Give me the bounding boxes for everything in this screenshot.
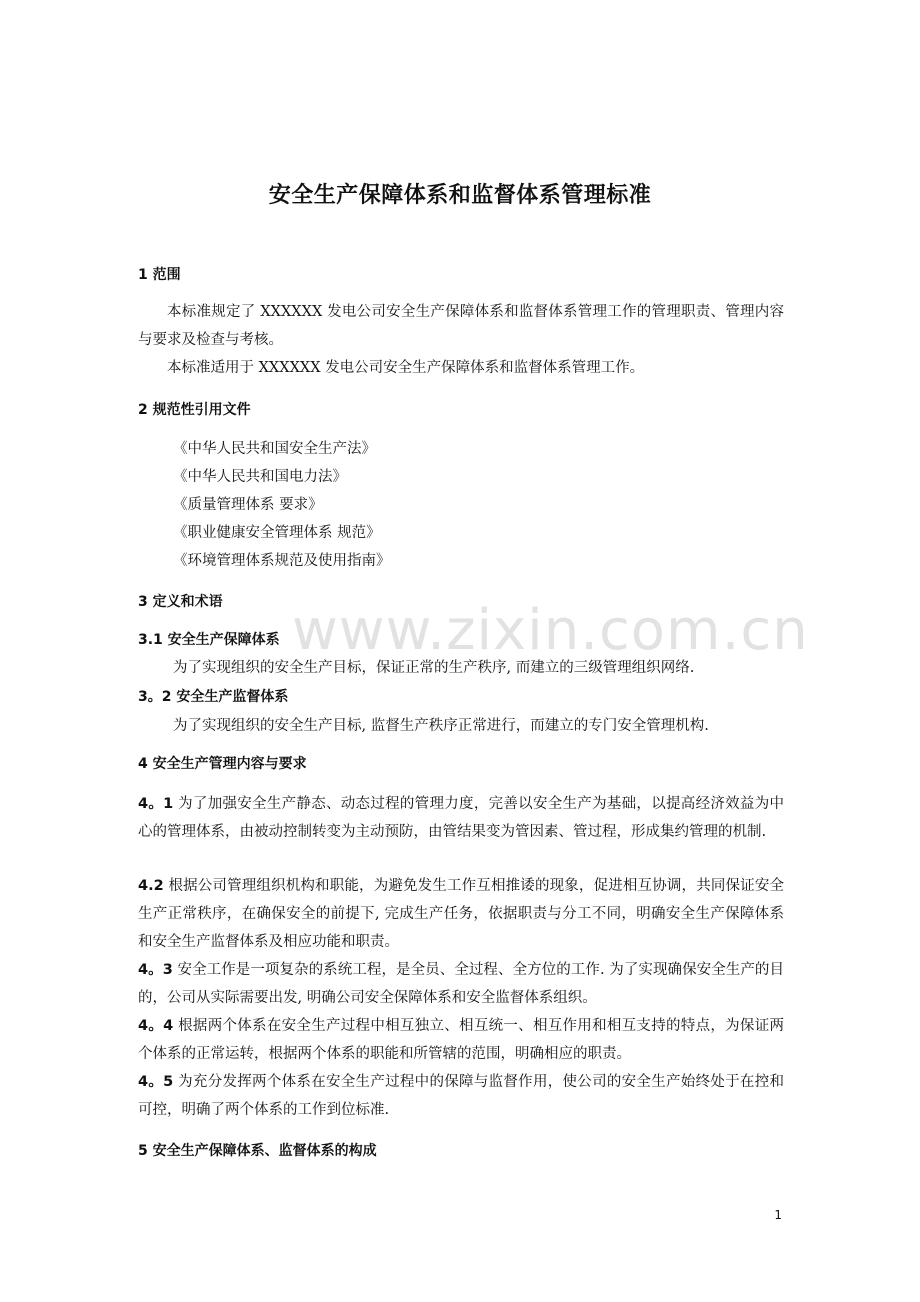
section-3-1-text: 为了实现组织的安全生产目标，保证正常的生产秩序, 而建立的三级管理组织网络.	[173, 660, 695, 676]
clause-text: 为了加强安全生产静态、动态过程的管理力度，完善以安全生产为基础，以提高经济效益为中心的管理体系，由被动控制转变为主动预防，由管结果变为管因素、管过程，形成集约管理的机制.	[138, 796, 784, 840]
section-3-1-heading: 3.1 安全生产保障体系	[138, 632, 280, 648]
section-2-heading: 2 规范性引用文件	[138, 402, 251, 418]
page-number: 1	[774, 1208, 782, 1222]
section-1-paragraph-1: 本标准规定了 XXXXXX 发电公司安全生产保障体系和监督体系管理工作的管理职责、管理内容与要求及检查与考核。	[138, 304, 784, 348]
section-4-2-paragraph	[138, 872, 784, 956]
section-4-4-paragraph	[138, 1012, 784, 1068]
section-5-heading: 5 安全生产保障体系、监督体系的构成	[138, 1143, 377, 1159]
clause-text: 根据两个体系在安全生产过程中相互独立、相互统一、相互作用和相互支持的特点，为保证两个体系的正常运转，根据两个体系的职能和所管辖的范围，明确相应的职责。	[138, 1018, 784, 1062]
section-3-heading: 3 定义和术语	[138, 594, 223, 610]
clause-number: 4。5	[138, 1074, 174, 1090]
clause-text: 根据公司管理组织机构和职能，为避免发生工作互相推诿的现象，促进相互协调，共同保证安全生产正常秩序，在确保安全的前提下, 完成生产任务，依据职责与分工不同，明确安全生产保障体系和安全生产监督体系及相应功能和职责。	[138, 878, 784, 950]
section-1-heading: 1 范围	[138, 267, 181, 283]
clause-text: 安全工作是一项复杂的系统工程，是全员、全过程、全方位的工作. 为了实现确保安全生产的目的，公司从实际需要出发, 明确公司安全保障体系和安全监督体系组织。	[138, 962, 785, 1006]
reference-item: 《环境管理体系规范及使用指南》	[173, 553, 391, 569]
clause-number: 4。1	[138, 796, 174, 812]
clause-number: 4。4	[138, 1018, 174, 1034]
section-3-2-text: 为了实现组织的安全生产目标, 监督生产秩序正常进行，而建立的专门安全管理机构.	[173, 718, 709, 734]
section-1-paragraph-2: 本标准适用于 XXXXXX 发电公司安全生产保障体系和监督体系管理工作。	[167, 360, 645, 376]
section-3-2-heading: 3。2 安全生产监督体系	[138, 689, 289, 705]
clause-number: 4.2	[138, 878, 164, 894]
reference-item: 《中华人民共和国电力法》	[173, 469, 347, 485]
section-4-3-paragraph	[138, 956, 784, 1012]
reference-item: 《质量管理体系 要求》	[173, 497, 323, 513]
reference-item: 《职业健康安全管理体系 规范》	[173, 525, 381, 541]
clause-number: 4。3	[138, 962, 173, 978]
document-title: 安全生产保障体系和监督体系管理标准	[268, 183, 652, 208]
section-4-heading: 4 安全生产管理内容与要求	[138, 756, 307, 772]
watermark: www.zixin.com.cn	[292, 598, 809, 663]
clause-text: 为充分发挥两个体系在安全生产过程中的保障与监督作用，使公司的安全生产始终处于在控和可控，明确了两个体系的工作到位标准.	[138, 1074, 784, 1118]
section-4-5-paragraph	[138, 1068, 784, 1124]
section-4-1-paragraph	[138, 790, 784, 846]
reference-item: 《中华人民共和国安全生产法》	[173, 441, 376, 457]
